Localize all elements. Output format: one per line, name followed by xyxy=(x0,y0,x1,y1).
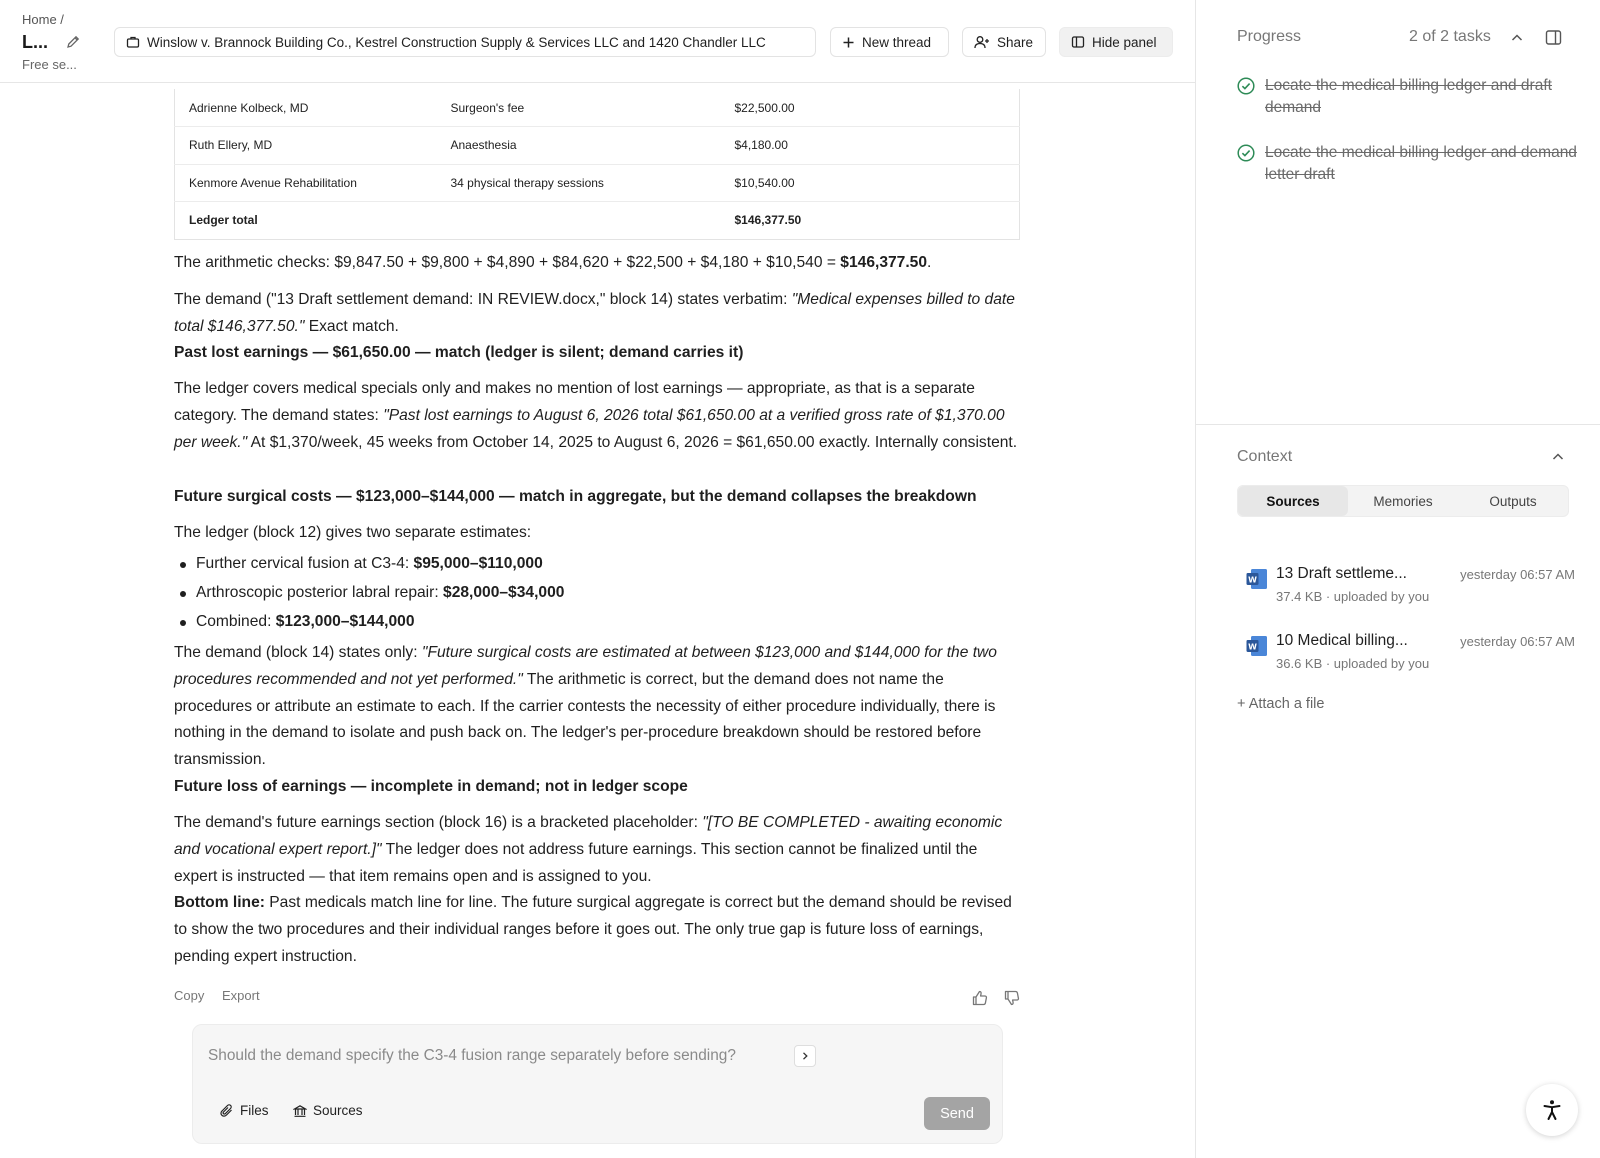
progress-title: Progress xyxy=(1237,28,1302,45)
amount-cell: $10,540.00 xyxy=(721,164,1020,202)
text-span: At $1,370/week, 45 weeks from October 14, 2025 to August 6, 2026 = $61,650.00 exactly. Internally consistent. xyxy=(247,433,1018,451)
right-panel xyxy=(1195,0,1600,1158)
text-span: Exact match. xyxy=(304,317,399,335)
page-subtitle: Free se... xyxy=(22,57,77,72)
service-cell: 34 physical therapy sessions xyxy=(437,164,721,202)
estimate-list xyxy=(196,549,1016,636)
tab-sources[interactable]: Sources xyxy=(1238,486,1348,516)
table-row xyxy=(175,164,1020,202)
page-title: L... xyxy=(22,32,48,52)
provider-cell: Ledger total xyxy=(189,213,258,228)
panel-divider xyxy=(1196,424,1600,425)
composer-input[interactable]: Should the demand specify the C3-4 fusion range separately before sending? xyxy=(208,1047,736,1064)
list-label: Combined: xyxy=(196,613,276,630)
matter-label: Winslow v. Brannock Building Co., Kestrel Construction Supply & Services LLC and 1420 Chandler LLC xyxy=(147,34,766,50)
hide-panel-label: Hide panel xyxy=(1092,34,1157,50)
text-span: The demand's future earnings section (block 16) is a bracketed placeholder: xyxy=(174,814,703,831)
heading-text: Past lost earnings — $61,650.00 — match (ledger is silent; demand carries it) xyxy=(174,344,744,361)
files-label: Files xyxy=(240,1103,269,1118)
paragraph-demand-medical xyxy=(174,287,1024,341)
matter-selector[interactable] xyxy=(114,27,816,57)
file-time: yesterday 06:57 AM xyxy=(1460,634,1575,649)
panel-icon xyxy=(1071,35,1085,49)
service-cell: Surgeon's fee xyxy=(437,89,721,127)
word-doc-icon xyxy=(1245,634,1269,658)
file-meta: 36.6 KB · uploaded by you xyxy=(1276,656,1430,671)
amount-cell: $22,500.00 xyxy=(721,89,1020,127)
thumbs-down-icon[interactable] xyxy=(1003,989,1021,1007)
check-circle-icon xyxy=(1237,144,1255,162)
text-span: The arithmetic checks: $9,847.50 + $9,800 + $4,890 + $84,620 + $22,500 + $4,180 + $10,540 = xyxy=(174,254,841,271)
text-span: The arithmetic is correct, but the demand does not name the procedures or attribute an estimate to each. If the carrier contests the necessity of either procedure individually, there is nothing in the demand to isolate and push back on. The ledger's per-procedure breakdown should be restored before transmission. xyxy=(174,670,996,769)
list-item xyxy=(196,607,1016,636)
amount-cell: $4,180.00 xyxy=(721,127,1020,165)
briefcase-icon xyxy=(126,35,140,49)
paragraph-lost-earnings xyxy=(174,376,1024,456)
text-span: The ledger (block 12) gives two separate estimates: xyxy=(174,524,532,541)
list-value: $28,000–$34,000 xyxy=(443,584,565,601)
collapse-panel-icon[interactable] xyxy=(1545,29,1562,46)
text-span: The demand (block 14) states only: xyxy=(174,644,422,661)
paperclip-icon xyxy=(220,1103,234,1118)
accessibility-icon xyxy=(1540,1098,1564,1122)
suggestion-arrow-button[interactable] xyxy=(794,1045,816,1067)
copy-button[interactable]: Copy xyxy=(174,988,205,1003)
share-label: Share xyxy=(997,34,1034,50)
heading-future-loss xyxy=(174,774,1024,801)
service-cell xyxy=(437,202,721,240)
list-label: Arthroscopic posterior labral repair: xyxy=(196,584,444,601)
text-span: The ledger does not address future earnings. This section cannot be finalized until the expert is instructed — that item remains open and is assigned to you. xyxy=(174,840,978,885)
table-row xyxy=(175,127,1020,165)
text-bold: $146,377.50 xyxy=(840,254,928,271)
paragraph-demand-surgical xyxy=(174,640,1024,774)
context-title: Context xyxy=(1237,448,1293,465)
heading-past-lost-earnings xyxy=(174,340,1024,367)
pencil-icon[interactable] xyxy=(65,34,81,50)
list-label: Further cervical fusion at C3-4: xyxy=(196,555,414,572)
heading-future-surgical xyxy=(174,484,1024,511)
paragraph-arithmetic xyxy=(174,250,1024,277)
provider-cell: Kenmore Avenue Rehabilitation xyxy=(175,164,437,202)
file-name: 13 Draft settleme... xyxy=(1276,565,1407,582)
text-quote: "[TO BE COMPLETED - awaiting economic and vocational expert report.]" xyxy=(174,814,1003,858)
file-name: 10 Medical billing... xyxy=(1276,632,1408,649)
plus-icon xyxy=(842,36,855,49)
attach-file-link[interactable]: + Attach a file xyxy=(1237,696,1325,712)
sources-button[interactable] xyxy=(293,1103,363,1118)
share-button[interactable] xyxy=(962,27,1046,57)
sources-label: Sources xyxy=(313,1103,363,1118)
composer xyxy=(192,1024,1003,1144)
list-value: $95,000–$110,000 xyxy=(413,555,543,572)
paragraph-future-earnings xyxy=(174,810,1024,890)
text-bold: Bottom line: xyxy=(174,894,265,911)
svg-text:W: W xyxy=(1248,642,1257,652)
word-doc-icon xyxy=(1245,567,1269,591)
hide-panel-button[interactable] xyxy=(1059,27,1173,57)
table-total-row xyxy=(175,202,1020,240)
send-button[interactable]: Send xyxy=(924,1097,990,1130)
text-quote: "Medical expenses billed to date total $146,377.50." xyxy=(174,291,1015,335)
breadcrumb[interactable]: Home / xyxy=(22,12,64,27)
chevron-right-icon xyxy=(800,1051,810,1061)
text-quote: "Past lost earnings to August 6, 2026 total $61,650.00 at a verified gross rate of $1,370.00 per week." xyxy=(174,406,1005,451)
tab-memories[interactable]: Memories xyxy=(1373,493,1433,509)
top-bar xyxy=(0,0,1195,83)
paragraph-bottom-line xyxy=(174,890,1024,970)
text-span: . xyxy=(927,254,932,271)
accessibility-button[interactable] xyxy=(1526,1084,1578,1136)
context-tabs xyxy=(1237,485,1569,517)
text-span: The demand ("13 Draft settlement demand: IN REVIEW.docx," block 14) states verbatim: xyxy=(174,291,792,308)
new-thread-label: New thread xyxy=(862,34,932,50)
list-value: $123,000–$144,000 xyxy=(275,613,415,630)
bank-icon xyxy=(293,1104,307,1118)
heading-text: Future loss of earnings — incomplete in demand; not in ledger scope xyxy=(174,778,688,795)
paragraph-ledger-estimates xyxy=(174,520,1024,547)
provider-cell: Adrienne Kolbeck, MD xyxy=(175,89,437,127)
chevron-up-icon[interactable] xyxy=(1510,31,1524,45)
file-meta: 37.4 KB · uploaded by you xyxy=(1276,589,1430,604)
export-button[interactable]: Export xyxy=(221,988,260,1003)
files-button[interactable] xyxy=(220,1103,269,1118)
task-title: Locate the medical billing ledger and draft demand xyxy=(1265,77,1552,116)
tab-outputs[interactable]: Outputs xyxy=(1489,493,1537,509)
svg-text:W: W xyxy=(1248,575,1257,585)
list-item xyxy=(196,549,1016,578)
amount-cell: $146,377.50 xyxy=(734,213,802,228)
chevron-up-icon[interactable] xyxy=(1551,450,1565,464)
new-thread-button[interactable] xyxy=(830,27,949,57)
file-time: yesterday 06:57 AM xyxy=(1460,567,1575,582)
text-span: The ledger covers medical specials only and makes no mention of lost earnings — appropriate, as that is a separate category. The demand states: xyxy=(174,380,975,424)
service-cell: Anaesthesia xyxy=(437,127,721,165)
ledger-table xyxy=(174,89,1020,240)
thumbs-up-icon[interactable] xyxy=(971,989,989,1007)
check-circle-icon xyxy=(1237,77,1255,95)
list-item xyxy=(196,578,1016,607)
progress-count: 2 of 2 tasks xyxy=(1409,28,1491,45)
provider-cell: Ruth Ellery, MD xyxy=(175,127,437,165)
text-span: Past medicals match line for line. The future surgical aggregate is correct but the demand should be revised to show the two procedures and their individual ranges before it goes out. The only true gap is future loss of earnings, pending expert instruction. xyxy=(174,894,1012,965)
task-title: Locate the medical billing ledger and demand letter draft xyxy=(1265,144,1577,183)
message-actions xyxy=(174,988,274,1003)
heading-text: Future surgical costs — $123,000–$144,000 — match in aggregate, but the demand collapses the breakdown xyxy=(174,488,977,505)
table-row xyxy=(175,89,1020,127)
text-quote: "Future surgical costs are estimated at between $123,000 and $144,000 for the two procedures recommended and not yet performed." xyxy=(174,644,997,688)
user-plus-icon xyxy=(974,35,990,49)
